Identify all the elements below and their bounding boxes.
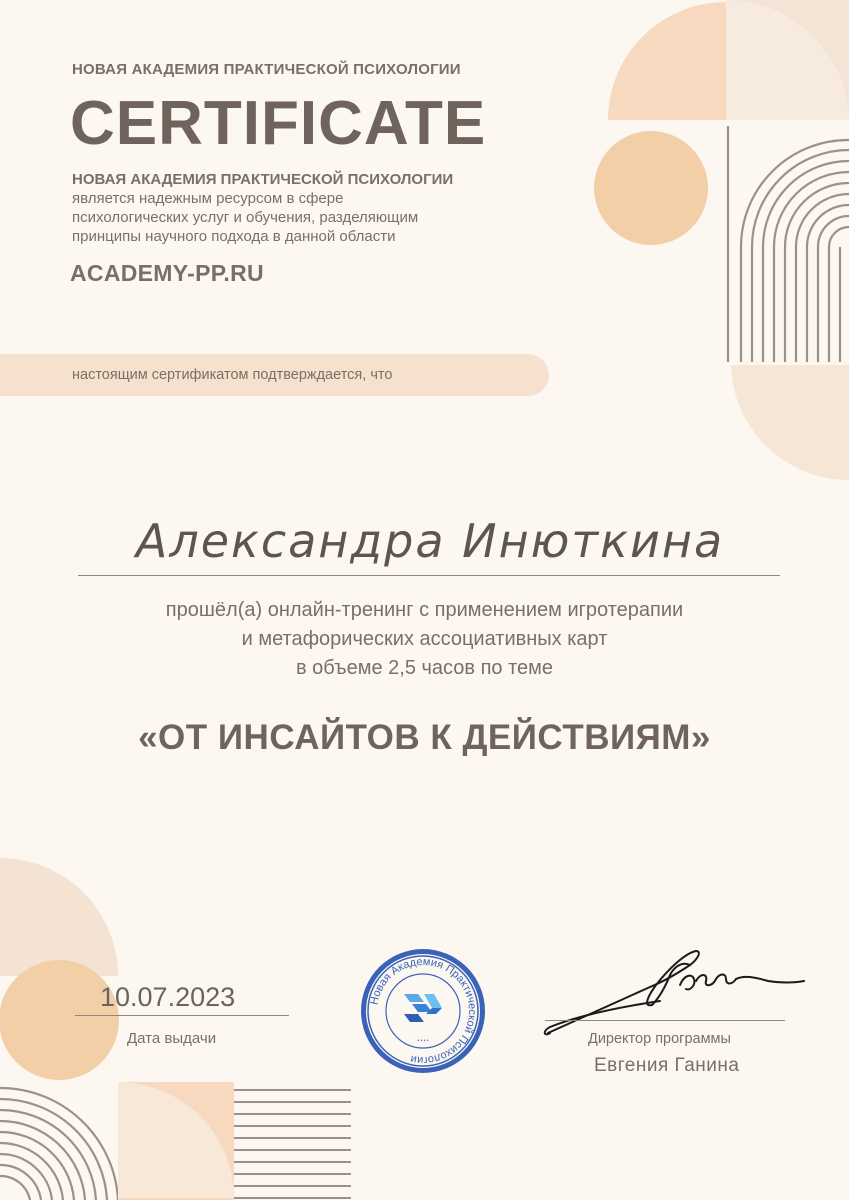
description-line-3: принципы научного подхода в данной области [72,228,396,245]
training-line-3: в объеме 2,5 часов по теме [295,657,554,679]
description-line-1: является надежным ресурсом в сфере [72,190,344,207]
confirmation-text: настоящим сертификатом подтверждается, что [72,367,393,383]
horizontal-lines-bottom [234,1090,351,1198]
description-organization: НОВАЯ АКАДЕМИЯ ПРАКТИЧЕСКОЙ ПСИХОЛОГИИ [72,171,454,188]
concentric-arcs-bottom [0,1088,118,1200]
training-line-1: прошёл(а) онлайн-тренинг с применением игротерапии [165,599,684,621]
training-description [0,596,849,683]
description-line-2: психологических услуг и обучения, разделяющим [72,209,419,226]
director-signature [540,945,810,1040]
director-name: Евгения Ганина [594,1055,740,1076]
issue-date-label: Дата выдачи [127,1030,217,1047]
svg-text:• • • •: • • • • [417,1038,429,1044]
half-circle-right [731,365,849,480]
peach-circle-top [594,131,708,245]
organization-description [72,170,512,246]
recipient-underline [78,575,780,576]
signature-underline [545,1020,785,1021]
academy-seal [358,946,488,1076]
recipient-name: Александра Инюткина [135,514,725,568]
director-title: Директор программы [588,1031,731,1047]
peach-circle-bottom [0,960,119,1080]
issue-date: 10.07.2023 [100,982,236,1012]
seal-text: Новая Академия Практической Психологии [368,955,479,1067]
certificate-title: CERTIFICATE [70,89,487,158]
concentric-arcs-top [728,126,849,362]
website-link[interactable]: ACADEMY-PP.RU [70,260,264,286]
date-underline [75,1015,289,1016]
training-line-2: и метафорических ассоциативных карт [241,628,608,650]
course-title: «ОТ ИНСАЙТОВ К ДЕЙСТВИЯМ» [138,718,711,757]
half-circle-bottom-left [0,858,118,976]
organization-header: НОВАЯ АКАДЕМИЯ ПРАКТИЧЕСКОЙ ПСИХОЛОГИИ [72,61,461,78]
